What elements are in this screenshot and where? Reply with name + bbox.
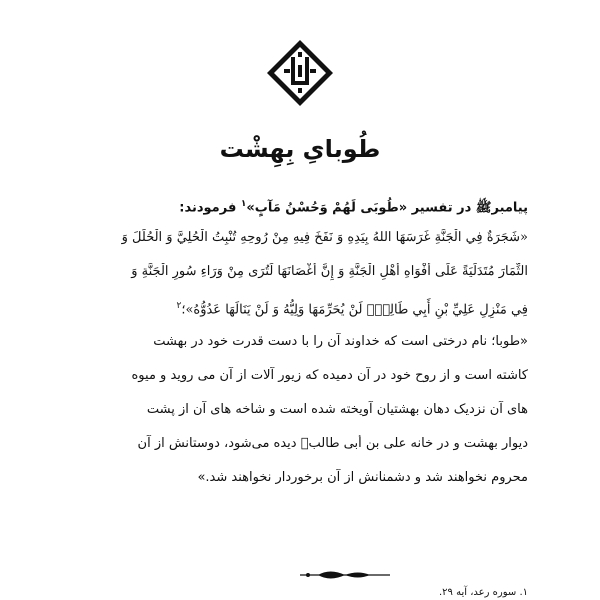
intro-tail: فرمودند: <box>179 200 241 216</box>
persian-line-3: های آن نزدیک دهان بهشتیان آویخته شده است و شاخه های آن از پشت <box>146 402 528 417</box>
footnote-ref-2: ۲ <box>176 301 182 311</box>
arabic-line-3-text: فِي مَنْزِلِ عَلِيِّ بْنِ أَبِي طَالِبٍؑ لَنْ يُحَرِّمَهَا وَلِيُّهُ وَ لَنْ يَنَالَهَا عَدُوُّهُ»؛ <box>181 302 528 318</box>
persian-line-5: محروم نخواهند شد و دشمنانش از آن برخوردار نخواهند شد.» <box>197 470 528 485</box>
ali-calligraphy-logo <box>267 40 333 106</box>
persian-line-1: «طوبا؛ نام درختی است که خداوند آن را با دست قدرت خود در بهشت <box>153 334 528 349</box>
arabic-line-2: الثِّمَارَ مُتَدَلِّيَةً عَلَى أَفْوَاهِ أَهْلِ الْجَنَّةِ وَ إِنَّ أَغْصَانَهَا لَتُرَى مِنْ وَرَاءِ سُورِ الْجَنَّةِ وَ <box>131 264 528 279</box>
intro-line <box>64 195 528 217</box>
intro-text: پیامبرﷺ در تفسیر «طُوبَى لَهُمْ وَحُسْنُ مَآبٍ» <box>246 200 528 216</box>
footnote-ref-1: ۱ <box>240 199 247 209</box>
footnote: ۱. سوره رعد، آیه ۲۹. <box>438 587 528 598</box>
footnote-divider-ornament <box>300 568 390 582</box>
persian-line-2: کاشته است و از روح خود در آن دمیده که زیور آلات از آن می روید و میوه <box>131 368 528 383</box>
page-title: طُوبایِ بِهِشْت <box>219 135 381 163</box>
persian-line-4: دیوار بهشت و در خانه علی بن أبی طالبؑ دیده می‌شود، دوستانش از آن <box>137 436 528 451</box>
arabic-line-1: «شَجَرَةٌ فِي الْجَنَّةِ غَرَسَهَا اللهُ بِيَدِهِ وَ نَفَخَ فِيهِ مِنْ رُوحِهِ تُنْبِتُ الْحُلِيَّ وَ الْحُلَلَ وَ <box>121 230 528 245</box>
arabic-line-3 <box>64 297 528 319</box>
